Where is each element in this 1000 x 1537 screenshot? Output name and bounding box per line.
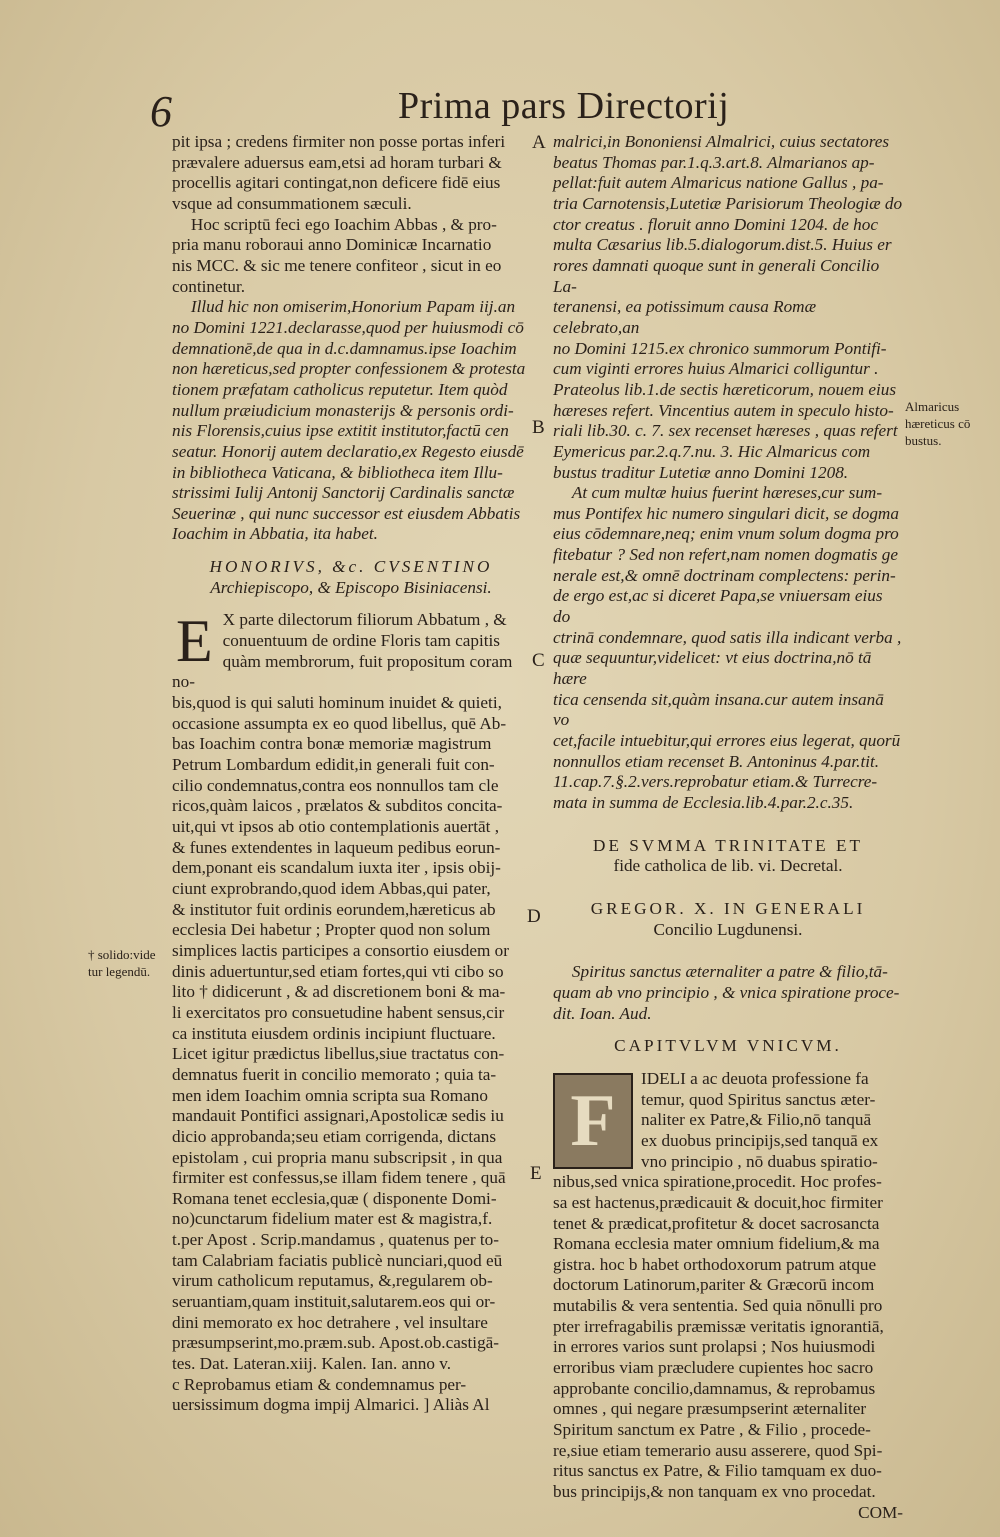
running-title: Prima pars Directorij bbox=[398, 85, 730, 127]
text-line: tria Carnotensis,Lutetiæ Parisiorum Theologiæ do bbox=[553, 193, 903, 213]
text-line: rores damnati quoque sunt in generali Concilio La- bbox=[553, 255, 880, 296]
text-line: erroribus viam præcludere cupientes hoc sacro bbox=[553, 1358, 874, 1378]
text-line: & institutor fuit ordinis eorundem,hæreticus ab bbox=[172, 899, 496, 919]
text-line: mutabilis & vera sententia. Sed quia nōnulli pro bbox=[553, 1296, 883, 1316]
text-line: de ergo est,ac si diceret Papa,se vniuersam eius do bbox=[553, 586, 883, 627]
section-subheading: fide catholica de lib. vi. Decretal. bbox=[613, 856, 843, 876]
text-line: no Domini 1221.declarasse,quod per huiusmodi cō bbox=[172, 317, 524, 337]
text-line: & funes extendentes in laqueum pedibus eorun- bbox=[172, 837, 501, 857]
letter-heading: HONORIVS, &c. CVSENTINO bbox=[209, 557, 493, 577]
text-line: beatus Thomas par.1.q.3.art.8. Almarianos ap- bbox=[553, 152, 875, 172]
text-line: dem,ponant eis scandalum iuxta iter , ipsis obij- bbox=[172, 858, 501, 878]
note-line: hæreticus cō bbox=[905, 416, 971, 431]
text-line: procellis agitari contingat,non deficere fidē eius bbox=[172, 173, 501, 193]
text-line: Illud hic non omiserim,Honorium Papam iij.an bbox=[190, 297, 516, 317]
text-line: quæ sequuntur,videlicet: vt eius doctrina,nō tā hære bbox=[553, 648, 872, 689]
text-line: quàm membrorum, fuit propositum coram no- bbox=[172, 651, 513, 692]
commentary-paragraph bbox=[553, 132, 903, 483]
text-line: conuentuum de ordine Floris tam capitis bbox=[222, 631, 500, 651]
text-line: continetur. bbox=[172, 276, 246, 296]
text-line: ctrinā condemnare, quod satis illa indicant verba , bbox=[553, 627, 902, 647]
text-line: pit ipsa ; credens firmiter non posse portas inferi bbox=[172, 132, 506, 151]
text-line: in bibliotheca Vaticana, & bibliotheca item Illu- bbox=[172, 462, 503, 482]
spacer bbox=[553, 1024, 903, 1036]
text-line: nerale est,& omnē doctrinam complectens: perin- bbox=[553, 565, 896, 585]
text-line: quam ab vno principio , & vnica spiratione proce- bbox=[553, 982, 900, 1002]
text-line: IDELI a ac deuota professione fa bbox=[641, 1068, 869, 1088]
text-line: dit. Ioan. Aud. bbox=[553, 1003, 652, 1023]
text-line: malrici,in Bononiensi Almalrici, cuius sectatores bbox=[553, 132, 890, 151]
text-line: men idem Ioachim omnia scripta sua Romano bbox=[172, 1085, 488, 1105]
text-line: cum viginti errores huius Almarici colliguntur . bbox=[553, 359, 879, 379]
text-line: nis Florensis,cuius ipse extitit institutor,factū cen bbox=[172, 421, 509, 441]
paragraph bbox=[172, 1375, 530, 1416]
text-line: vsque ad consummationem sæculi. bbox=[172, 193, 412, 213]
text-line: vno principio , nō duabus spiratio- bbox=[641, 1151, 878, 1171]
text-line: epistolam , cui propria manu subscripsit , in qua bbox=[172, 1147, 503, 1167]
text-line: cilio condemnatus,contra eos nonnullos tam cle bbox=[172, 775, 499, 795]
text-line: t.per Apost . Scrip.mandamus , quatenus per to- bbox=[172, 1230, 499, 1250]
text-line: teranensi, ea potissimum causa Romæ celebrato,an bbox=[553, 297, 817, 337]
text-line: 11.cap.7.§.2.vers.reprobatur etiam.& Turrecre- bbox=[553, 772, 878, 792]
text-line: seruantiam,quam instituit,salutarem.eos qui or- bbox=[172, 1292, 496, 1312]
text-line: gistra. hoc b habet orthodoxorum patrum atque bbox=[553, 1254, 877, 1274]
text-line: Romana ecclesia mater omnium fidelium,& ma bbox=[553, 1234, 880, 1254]
text-line: firmiter est confessus,se illam fidem tenere , quā bbox=[172, 1168, 506, 1188]
text-line: dinis aduertuntur,sed etiam fortes,qui vti cibo so bbox=[172, 961, 504, 981]
marginal-note-right bbox=[905, 398, 970, 449]
text-line: Hoc scriptū feci ego Ioachim Abbas , & pro- bbox=[190, 214, 497, 234]
note-line: tur legendū. bbox=[88, 964, 151, 979]
note-line: Almaricus bbox=[905, 399, 960, 414]
text-line: ricos,quàm laicos , prælatos & subditos concita- bbox=[172, 796, 503, 816]
note-line: † solido:vide bbox=[88, 947, 156, 962]
text-line: seatur. Honorij autem declaratio,ex Regesto eiusdē bbox=[172, 441, 524, 461]
spacer bbox=[553, 814, 903, 836]
letter-paragraph bbox=[172, 610, 530, 1374]
text-line: tica censenda sit,quàm insana.cur autem insanā vo bbox=[553, 689, 884, 730]
margin-letter-e: E bbox=[530, 1163, 542, 1184]
text-line: mata in summa de Ecclesia.lib.4.par.2.c.35. bbox=[553, 793, 854, 812]
text-line: mus Pontifex hic numero singulari dicit, se dogma bbox=[553, 503, 899, 523]
text-line: X parte dilectorum filiorum Abbatum , & bbox=[222, 610, 507, 630]
text-line: doctorum Latinorum,pariter & Græcorū incom bbox=[553, 1275, 875, 1295]
text-line: prævalere aduersus eam,etsi ad horam turbari & bbox=[172, 152, 502, 172]
text-line: Petrum Lombardum edidit,in generali fuit con- bbox=[172, 755, 495, 775]
commentary-paragraph bbox=[553, 483, 903, 814]
section-heading: DE SVMMA TRINITATE ET bbox=[593, 835, 863, 855]
text-line: demnationē,de qua in d.c.damnamus.ipse Ioachim bbox=[172, 338, 517, 358]
text-line: uit,qui vt ipsos ab otio contemplationis auertāt , bbox=[172, 817, 499, 836]
text-line: no)cunctarum fidelium mater est & magistra,f. bbox=[172, 1209, 493, 1229]
text-line: multa Cæsarius lib.5.dialogorum.dist.5. Huius er bbox=[553, 235, 892, 255]
text-line: naliter ex Patre,& Filio,nō tanquā bbox=[641, 1110, 872, 1130]
catchword: COM- bbox=[858, 1502, 903, 1522]
text-line: sa est hactenus,prædicauit & docuit,hoc firmiter bbox=[553, 1192, 883, 1212]
margin-letter-b: B bbox=[532, 417, 545, 438]
text-line: fitebatur ? Sed non refert,nam nomen dogmatis ge bbox=[553, 545, 898, 565]
decorated-initial-f: F bbox=[553, 1073, 633, 1169]
page-number: 6 bbox=[150, 87, 172, 136]
text-line: re,siue etiam temerario ausu asserere, quod Spi- bbox=[553, 1440, 883, 1460]
paragraph bbox=[172, 215, 530, 298]
marginal-note-left bbox=[88, 946, 172, 980]
text-line: bas Ioachim contra bonæ memoriæ magistrum bbox=[172, 734, 492, 754]
text-line: nis MCC. & sic me tenere confiteor , sicut in eo bbox=[172, 255, 502, 275]
text-line: riali lib.30. c. 7. sex recenset hæreses , quas refert bbox=[553, 421, 898, 441]
text-line: Eymericus par.2.q.7.nu. 3. Hic Almaricus com bbox=[553, 441, 871, 461]
spacer bbox=[172, 545, 530, 557]
text-line: dicio approbanda;seu etiam corrigenda, dictans bbox=[172, 1126, 497, 1146]
text-line: At cum multæ huius fuerint hæreses,cur sum- bbox=[571, 483, 883, 503]
text-line: eius cōdemnare,neq; enim vnum solum dogma pro bbox=[553, 524, 899, 544]
spacer bbox=[553, 1057, 903, 1069]
text-line: hæreses refert. Vincentius autem in speculo histo- bbox=[553, 400, 894, 420]
text-line: mandauit Pontifici assignari,Apostolicæ sedis iu bbox=[172, 1106, 504, 1126]
text-line: Romana tenet ecclesia,quæ ( disponente Domi- bbox=[172, 1188, 497, 1208]
paragraph bbox=[172, 132, 530, 215]
text-line: ritus sanctus ex Patre, & Filio tamquam ex duo- bbox=[553, 1461, 882, 1481]
text-line: Spiritus sanctus æternaliter a patre & filio,tā- bbox=[571, 962, 888, 982]
text-line: simplices lactis participes a consortio eiusdem or bbox=[172, 940, 509, 960]
text-line: tam Calabriam faciatis publicè nunciari,quod eū bbox=[172, 1250, 503, 1270]
text-line: cet,facile intuebitur,qui errores eius legerat, quorū bbox=[553, 731, 901, 751]
left-column bbox=[172, 132, 530, 1416]
text-line: ex duobus principijs,sed tanquā ex bbox=[641, 1130, 879, 1150]
text-line: non hæreticus,sed propter confessionem & protesta bbox=[172, 359, 526, 379]
text-line: Spiritum sanctum ex Patre , & Filio , procede- bbox=[553, 1420, 871, 1440]
text-line: bus principijs,& non tanquam ex vno procedat. bbox=[553, 1482, 876, 1502]
chapter-heading: CAPITVLVM VNICVM. bbox=[614, 1036, 842, 1056]
initial-letter-e: E bbox=[176, 608, 213, 675]
letter-subheading: Archiepiscopo, & Episcopo Bisiniacensi. bbox=[210, 577, 492, 597]
margin-letter-c: C bbox=[532, 650, 545, 671]
text-line: nonnullos etiam recenset B. Antoninus 4.par.tit. bbox=[553, 751, 880, 771]
text-line: pter irrefragabilis præmissæ veritatis ignorantiā, bbox=[553, 1316, 884, 1336]
text-line: ciunt exprobrando,quod idem Abbas,qui pater, bbox=[172, 878, 491, 898]
text-line: tionem præfatam catholicus reputetur. Item quòd bbox=[172, 379, 508, 399]
text-line: no Domini 1215.ex chronico summorum Pontifi- bbox=[553, 338, 887, 358]
margin-letter-d: D bbox=[527, 906, 541, 927]
text-line: in errores varios sunt prolapsi ; Nos huiusmodi bbox=[553, 1337, 876, 1357]
note-line: bustus. bbox=[905, 433, 942, 448]
text-line: Prateolus lib.1.de sectis hæreticorum, nouem eius bbox=[553, 379, 897, 399]
text-line: omnes , qui negare præsumpserint æternaliter bbox=[553, 1399, 867, 1419]
text-line: temur, quod Spiritus sanctus æter- bbox=[641, 1089, 876, 1109]
text-line: demnatus fuerit in concilio memorato ; quia ta- bbox=[172, 1064, 497, 1084]
spacer bbox=[553, 877, 903, 899]
text-line: Licet igitur prædictus libellus,siue tractatus con- bbox=[172, 1044, 505, 1064]
text-line: approbante concilio,damnamus, & reprobamus bbox=[553, 1378, 876, 1398]
text-line: occasione assumpta ex eo quod libellus, quē Ab- bbox=[172, 713, 507, 733]
text-line: pria manu roboraui anno Dominicæ Incarnatio bbox=[172, 235, 492, 255]
text-line: ca instituta eiusdem ordinis incipiunt fluctuare. bbox=[172, 1023, 496, 1043]
text-line: Ioachim in Abbatia, ita habet. bbox=[172, 524, 378, 544]
section-subheading: Concilio Lugdunensi. bbox=[653, 919, 803, 939]
text-line: dini memorato ex hoc detrahere , vel insultare bbox=[172, 1312, 488, 1332]
text-line: lito † didicerunt , & ad discretionem boni & ma- bbox=[172, 982, 506, 1002]
text-line: bis,quod is qui saluti hominum inuidet & quieti, bbox=[172, 693, 502, 713]
commentary-paragraph bbox=[172, 297, 530, 545]
text-line: c Reprobamus etiam & condemnamus per- bbox=[172, 1374, 467, 1394]
text-line: præsumpserint,mo.præm.sub. Apost.ob.castigā- bbox=[172, 1333, 500, 1353]
text-line: strissimi Iulij Antonij Sanctorij Cardinalis sanctæ bbox=[172, 483, 515, 503]
section-heading: GREGOR. X. IN GENERALI bbox=[590, 898, 866, 918]
text-line: uersissimum dogma impij Almarici. ] Aliàs Al bbox=[172, 1395, 490, 1415]
text-line: bustus traditur Lutetiæ anno Domini 1208. bbox=[553, 462, 849, 482]
text-line: nibus,sed vnica spiratione,procedit. Hoc profes- bbox=[553, 1172, 882, 1192]
text-line: tes. Dat. Lateran.xiij. Kalen. Ian. anno v. bbox=[172, 1354, 452, 1374]
chapter-text bbox=[553, 1069, 903, 1503]
spacer bbox=[172, 598, 530, 610]
text-line: ecclesia Dei habetur ; Propter quod non solum bbox=[172, 920, 491, 940]
right-column bbox=[553, 132, 903, 1523]
text-line: ctor creatus . floruit anno Domini 1204. de hoc bbox=[553, 214, 878, 234]
text-line: Seuerinæ , qui nunc successor est eiusdem Abbatis bbox=[172, 503, 521, 523]
text-line: nullum præiudicium monasterijs & personis ordi- bbox=[172, 400, 514, 420]
chapter-summary bbox=[553, 962, 903, 1024]
text-line: pellat:fuit autem Almaricus natione Gallus , pa- bbox=[553, 173, 884, 193]
spacer bbox=[553, 940, 903, 962]
margin-letter-a: A bbox=[532, 132, 546, 153]
text-line: li exercitatos pro consuetudine habent sensus,cir bbox=[172, 1002, 505, 1022]
text-line: virum catholicum reputamus, &,regularem ob- bbox=[172, 1271, 493, 1291]
text-line: tenet & prædicat,profitetur & docet sacrosancta bbox=[553, 1213, 880, 1233]
